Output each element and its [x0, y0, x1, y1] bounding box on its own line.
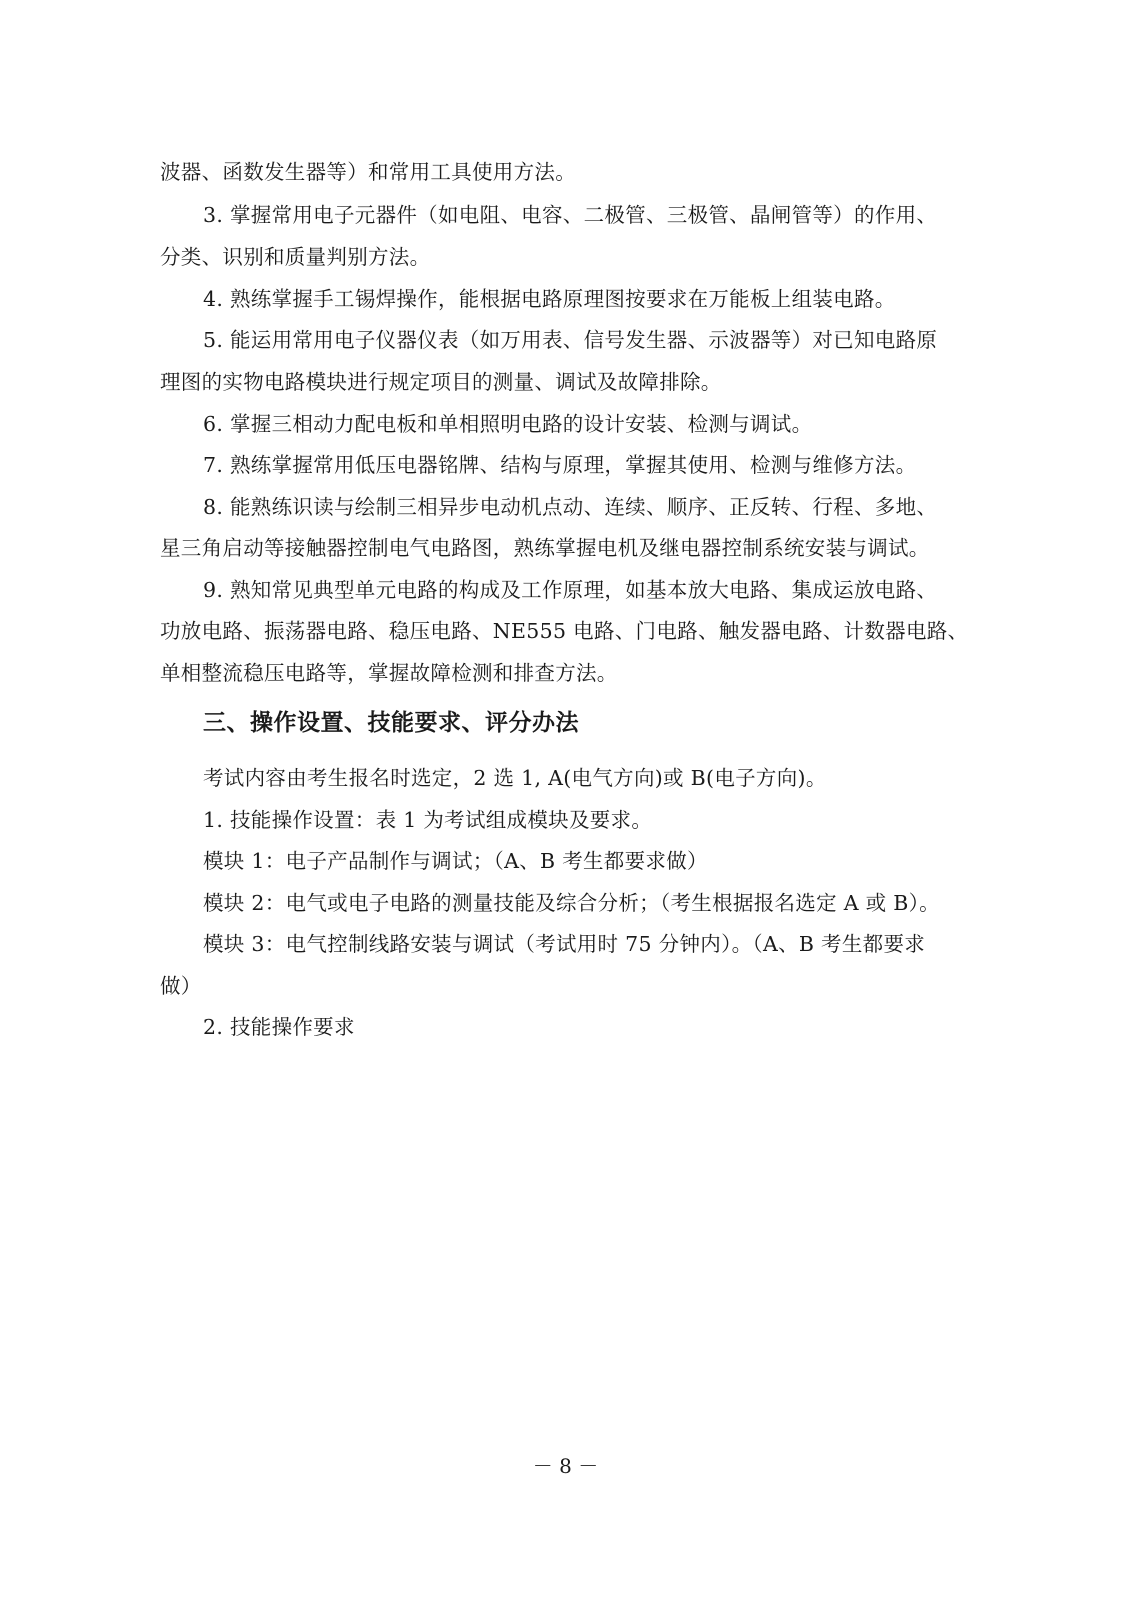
- paragraph-line: 考试内容由考生报名时选定，2 选 1, A(电气方向)或 B(电子方向)。: [203, 766, 827, 790]
- paragraph-line: 7. 熟练掌握常用低压电器铭牌、结构与原理，掌握其使用、检测与维修方法。: [203, 453, 917, 477]
- page-number: － 8 －: [532, 1454, 599, 1478]
- paragraph-line: 6. 掌握三相动力配电板和单相照明电路的设计安装、检测与调试。: [203, 412, 813, 436]
- paragraph-line: 2. 技能操作要求: [203, 1015, 355, 1039]
- paragraph-line: 功放电路、振荡器电路、稳压电路、NE555 电路、门电路、触发器电路、计数器电路、: [160, 619, 969, 643]
- paragraph-line: 分类、识别和质量判别方法。: [160, 245, 431, 269]
- paragraph-line: 8. 能熟练识读与绘制三相异步电动机点动、连续、顺序、正反转、行程、多地、: [203, 495, 938, 519]
- paragraph-line: 5. 能运用常用电子仪器仪表（如万用表、信号发生器、示波器等）对已知电路原: [203, 328, 938, 352]
- paragraph-line: 星三角启动等接触器控制电气电路图，熟练掌握电机及继电器控制系统安装与调试。: [160, 536, 930, 560]
- paragraph-line: 1. 技能操作设置：表 1 为考试组成模块及要求。: [203, 808, 653, 832]
- paragraph-line: 单相整流稳压电路等，掌握故障检测和排查方法。: [160, 661, 618, 685]
- paragraph-line: 4. 熟练掌握手工锡焊操作，能根据电路原理图按要求在万能板上组装电路。: [203, 287, 896, 311]
- paragraph-line: 9. 熟知常见典型单元电路的构成及工作原理，如基本放大电路、集成运放电路、: [203, 578, 938, 602]
- paragraph-line: 波器、函数发生器等）和常用工具使用方法。: [160, 160, 576, 184]
- paragraph-line: 3. 掌握常用电子元器件（如电阻、电容、二极管、三极管、晶闸管等）的作用、: [203, 203, 938, 227]
- paragraph-line: 理图的实物电路模块进行规定项目的测量、调试及故障排除。: [160, 370, 722, 394]
- paragraph-line: 模块 1：电子产品制作与调试；（A、B 考生都要求做）: [203, 849, 708, 873]
- paragraph-line: 做）: [160, 974, 202, 998]
- section-heading: 三、操作设置、技能要求、评分办法: [203, 710, 579, 736]
- paragraph-line: 模块 3：电气控制线路安装与调试（考试用时 75 分钟内）。（A、B 考生都要求: [203, 932, 926, 956]
- paragraph-line: 模块 2：电气或电子电路的测量技能及综合分析；（考生根据报名选定 A 或 B）。: [203, 891, 940, 915]
